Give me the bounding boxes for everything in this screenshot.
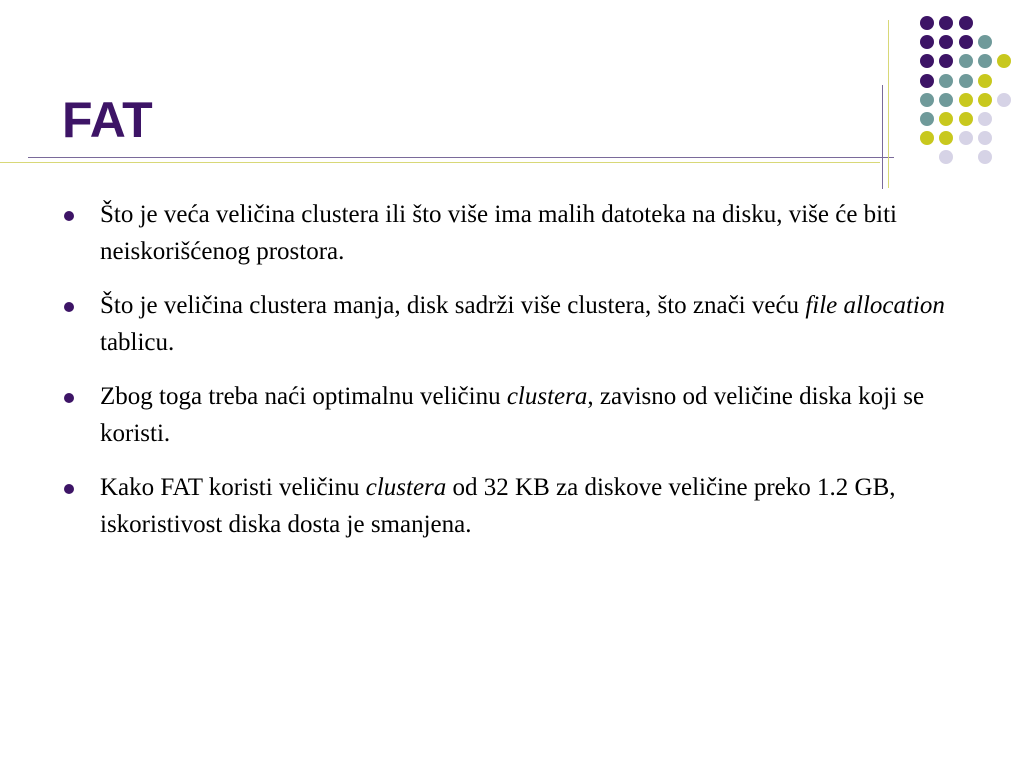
decorative-dot-icon — [939, 150, 953, 164]
decorative-dot-icon — [939, 35, 953, 49]
decorative-dot-icon — [920, 74, 934, 88]
decorative-dot-icon — [978, 74, 992, 88]
decorative-dot-icon — [939, 54, 953, 68]
decorative-dot-icon — [959, 74, 973, 88]
decorative-dot-icon — [920, 35, 934, 49]
decorative-dot-icon — [920, 16, 934, 30]
bullet-item — [62, 378, 982, 452]
decorative-dot-icon — [959, 54, 973, 68]
decorative-dot-icon — [939, 93, 953, 107]
bullet-text: tablicu. — [100, 329, 175, 356]
decorative-dot-icon — [978, 112, 992, 126]
bullet-dot-icon — [64, 484, 74, 494]
title-rule-olive — [0, 162, 880, 163]
decorative-dot-icon — [978, 150, 992, 164]
decorative-dot-icon — [939, 16, 953, 30]
vertical-rule-olive — [888, 20, 889, 188]
bullet-list — [62, 196, 982, 560]
decorative-dot-icon — [920, 93, 934, 107]
bullet-text-italic: file allocation — [805, 292, 945, 319]
bullet-text: od 32 KB za diskove veličine preko 1.2 GB, iskoristivost diska dosta je smanjena. — [100, 474, 896, 538]
vertical-rule-purple — [882, 85, 883, 189]
bullet-text: Što je veća veličina clustera ili što više ima malih datoteka na disku, više će biti neiskorišćenog prostora. — [100, 201, 897, 265]
bullet-dot-icon — [64, 302, 74, 312]
bullet-text-italic: clustera — [365, 474, 447, 501]
decorative-dot-icon — [959, 93, 973, 107]
bullet-text-italic: clustera — [506, 383, 588, 410]
decorative-dot-icon — [978, 93, 992, 107]
bullet-text: , zavisno od veličine diska koji se koristi. — [100, 383, 925, 447]
decorative-dot-icon — [978, 35, 992, 49]
decorative-dot-icon — [939, 131, 953, 145]
decorative-dot-icon — [920, 54, 934, 68]
decorative-dot-icon — [978, 54, 992, 68]
bullet-item — [62, 469, 982, 543]
title-rule-purple — [28, 157, 894, 158]
decorative-dot-icon — [959, 112, 973, 126]
bullet-text: Zbog toga treba naći optimalnu veličinu — [100, 383, 507, 410]
decorative-dot-icon — [959, 16, 973, 30]
bullet-dot-icon — [64, 211, 74, 221]
slide-title: FAT — [62, 92, 153, 148]
bullet-dot-icon — [64, 393, 74, 403]
decorative-dot-icon — [959, 35, 973, 49]
decorative-dot-icon — [939, 74, 953, 88]
bullet-text: Što je veličina clustera manja, disk sadrži više clustera, što znači veću — [100, 292, 806, 319]
decorative-dot-icon — [959, 131, 973, 145]
bullet-text: Kako FAT koristi veličinu — [100, 474, 366, 501]
bullet-item — [62, 287, 982, 361]
decorative-dot-icon — [978, 131, 992, 145]
decorative-dot-icon — [939, 112, 953, 126]
decorative-dot-icon — [920, 131, 934, 145]
decorative-dot-icon — [997, 54, 1011, 68]
decorative-dot-icon — [997, 93, 1011, 107]
decorative-dot-icon — [920, 112, 934, 126]
bullet-item — [62, 196, 982, 270]
